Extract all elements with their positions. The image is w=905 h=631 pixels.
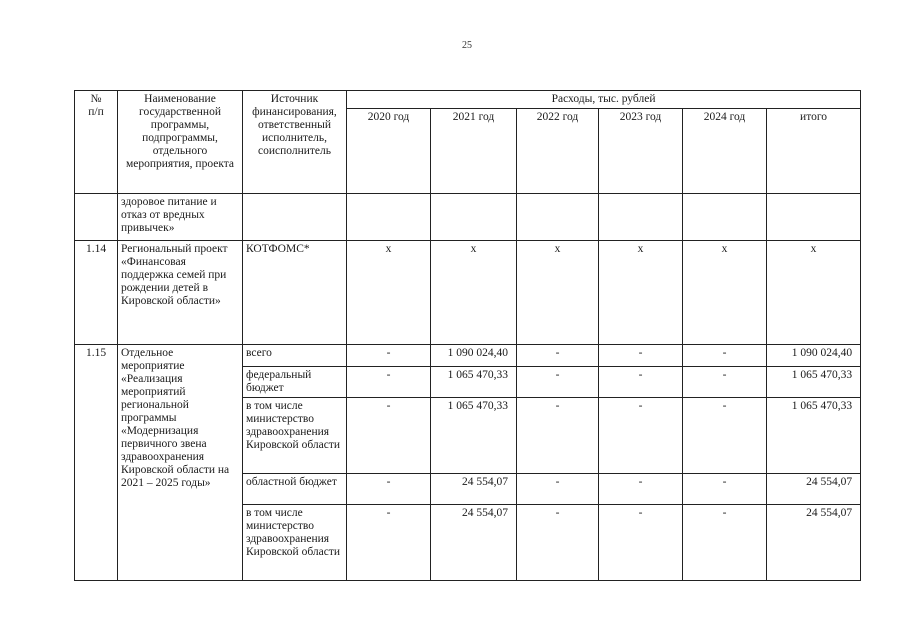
cell-value: - bbox=[683, 474, 767, 505]
header-num: № п/п bbox=[75, 91, 118, 194]
cell-value: 1 065 470,33 bbox=[767, 398, 861, 474]
cell-value: - bbox=[599, 367, 683, 398]
cell-source: КОТФОМС* bbox=[243, 241, 347, 345]
cell-value: - bbox=[517, 367, 599, 398]
cell-value: х bbox=[767, 241, 861, 345]
header-year-2024: 2024 год bbox=[683, 109, 767, 194]
cell-value: 1 090 024,40 bbox=[767, 345, 861, 367]
cell-value: - bbox=[347, 345, 431, 367]
cell-value: х bbox=[431, 241, 517, 345]
cell-num bbox=[75, 194, 118, 241]
table-row bbox=[75, 345, 861, 367]
cell-value: - bbox=[599, 345, 683, 367]
table-row bbox=[75, 194, 861, 241]
cell-value: - bbox=[683, 345, 767, 367]
header-name: Наименование государственной программы, подпрограммы, отдельного мероприятия, проекта bbox=[118, 91, 243, 194]
cell-value: 24 554,07 bbox=[767, 505, 861, 581]
cell-name: здоровое питание и отказ от вредных привычек» bbox=[118, 194, 243, 241]
header-year-2022: 2022 год bbox=[517, 109, 599, 194]
header-source: Источник финансирования, ответственный исполнитель, соисполнитель bbox=[243, 91, 347, 194]
cell-value: - bbox=[599, 398, 683, 474]
cell-value: 1 090 024,40 bbox=[431, 345, 517, 367]
cell-value: - bbox=[347, 474, 431, 505]
cell-value: 24 554,07 bbox=[431, 474, 517, 505]
cell-value: - bbox=[599, 505, 683, 581]
cell-name: Отдельное мероприятие «Реализация мероприятий региональной программы «Модернизация первичного звена здравоохранения Кировской области на 2021 – 2025 годы» bbox=[118, 345, 243, 581]
cell-value: х bbox=[599, 241, 683, 345]
header-year-2021: 2021 год bbox=[431, 109, 517, 194]
cell-value: - bbox=[683, 367, 767, 398]
cell-value: 24 554,07 bbox=[767, 474, 861, 505]
cell-source bbox=[243, 194, 347, 241]
cell-value: - bbox=[347, 398, 431, 474]
cell-value: - bbox=[683, 505, 767, 581]
header-year-2023: 2023 год bbox=[599, 109, 683, 194]
cell-value: 24 554,07 bbox=[431, 505, 517, 581]
header-total: итого bbox=[767, 109, 861, 194]
cell-value: - bbox=[683, 398, 767, 474]
page-number: 25 bbox=[462, 40, 472, 51]
cell-value: - bbox=[517, 345, 599, 367]
cell-num: 1.14 bbox=[75, 241, 118, 345]
cell-source: федеральный бюджет bbox=[243, 367, 347, 398]
table-row bbox=[75, 241, 861, 345]
cell-value: 1 065 470,33 bbox=[431, 398, 517, 474]
header-expenses: Расходы, тыс. рублей bbox=[347, 91, 861, 109]
cell-value: - bbox=[517, 505, 599, 581]
cell-value: х bbox=[517, 241, 599, 345]
cell-value: х bbox=[347, 241, 431, 345]
cell-value: - bbox=[347, 505, 431, 581]
header-year-2020: 2020 год bbox=[347, 109, 431, 194]
cell-source: областной бюджет bbox=[243, 474, 347, 505]
cell-value: 1 065 470,33 bbox=[431, 367, 517, 398]
cell-value: - bbox=[347, 367, 431, 398]
cell-value: - bbox=[517, 474, 599, 505]
cell-source: всего bbox=[243, 345, 347, 367]
cell-value: - bbox=[517, 398, 599, 474]
cell-source: в том числе министерство здравоохранения Кировской области bbox=[243, 398, 347, 474]
cell-name: Региональный проект «Финансовая поддержка семей при рождении детей в Кировской области» bbox=[118, 241, 243, 345]
cell-value: 1 065 470,33 bbox=[767, 367, 861, 398]
cell-source: в том числе министерство здравоохранения Кировской области bbox=[243, 505, 347, 581]
cell-num: 1.15 bbox=[75, 345, 118, 581]
cell-value: - bbox=[599, 474, 683, 505]
expenses-table bbox=[74, 90, 861, 581]
cell-value: х bbox=[683, 241, 767, 345]
